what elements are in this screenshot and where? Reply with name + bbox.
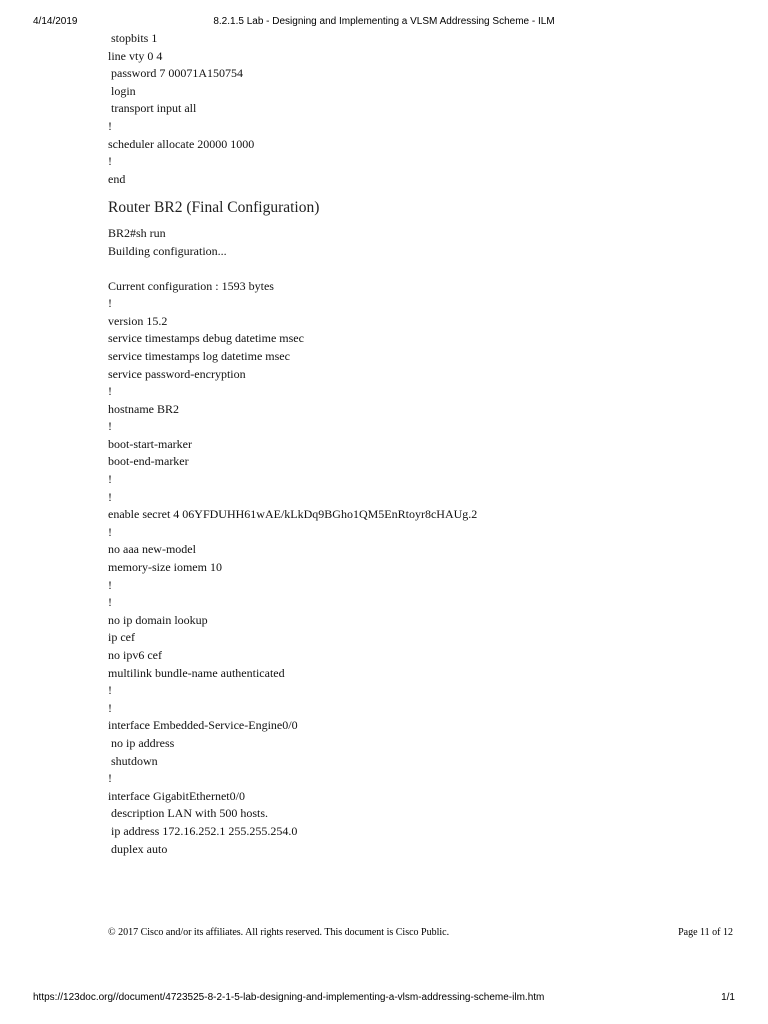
print-url: https://123doc.org//document/4723525-8-2-1-5-lab-designing-and-implementing-a-vlsm-addressing-scheme-ilm.htm — [33, 992, 545, 1003]
config-line: login — [108, 83, 136, 98]
config-line: version 15.2 — [108, 313, 168, 328]
config-line: no aaa new-model — [108, 542, 196, 557]
config-line: ! — [108, 419, 112, 434]
print-footer — [33, 992, 735, 1008]
config-line: ! — [108, 700, 112, 715]
config-line: scheduler allocate 20000 1000 — [108, 136, 255, 151]
config-line: Building configuration... — [108, 243, 227, 258]
config-line: enable secret 4 06YFDUHH61wAE/kLkDq9BGho1QM5EnRtoyr8cHAUg.2 — [108, 507, 478, 522]
config-line: ! — [108, 595, 112, 610]
config-line: ! — [108, 683, 112, 698]
document-body — [108, 30, 728, 858]
section-heading: Router BR2 (Final Configuration) — [108, 199, 320, 217]
print-date: 4/14/2019 — [33, 16, 78, 27]
config-line: line vty 0 4 — [108, 48, 163, 63]
config-line: ! — [108, 296, 112, 311]
config-line: ip address 172.16.252.1 255.255.254.0 — [108, 823, 298, 838]
config-line: interface GigabitEthernet0/0 — [108, 788, 245, 803]
config-line: ! — [108, 472, 112, 487]
config-line: password 7 00071A150754 — [108, 66, 243, 81]
config-line: ! — [108, 118, 112, 133]
document-page-number: Page 11 of 12 — [678, 927, 733, 938]
config-line: Current configuration : 1593 bytes — [108, 278, 274, 293]
print-page-number: 1/1 — [721, 992, 735, 1003]
config-line: description LAN with 500 hosts. — [108, 806, 268, 821]
copyright-notice: © 2017 Cisco and/or its affiliates. All rights reserved. This document is Cisco Public. — [108, 927, 450, 938]
config-main-block — [108, 278, 728, 859]
config-line: no ip address — [108, 735, 175, 750]
config-line: hostname BR2 — [108, 401, 179, 416]
config-line: ip cef — [108, 630, 135, 645]
config-line: interface Embedded-Service-Engine0/0 — [108, 718, 298, 733]
config-line: ! — [108, 577, 112, 592]
config-line: boot-start-marker — [108, 436, 192, 451]
document-footer — [108, 927, 733, 943]
config-line: end — [108, 171, 126, 186]
config-line: multilink bundle-name authenticated — [108, 665, 285, 680]
spacer — [108, 261, 728, 278]
config-top-block — [108, 30, 728, 188]
print-title: 8.2.1.5 Lab - Designing and Implementing a VLSM Addressing Scheme - ILM — [213, 16, 555, 27]
config-line: no ipv6 cef — [108, 648, 162, 662]
config-line: service timestamps log datetime msec — [108, 348, 290, 363]
config-line: ! — [108, 771, 112, 786]
config-line: ! — [108, 154, 112, 169]
config-intro-block — [108, 225, 728, 260]
config-line: boot-end-marker — [108, 454, 189, 469]
config-line: transport input all — [108, 101, 197, 116]
config-line: duplex auto — [108, 841, 168, 856]
config-line: ! — [108, 524, 112, 539]
config-line: ! — [108, 384, 112, 399]
config-line: shutdown — [108, 753, 158, 768]
config-line: no ip domain lookup — [108, 612, 208, 627]
config-line: memory-size iomem 10 — [108, 560, 222, 575]
config-line: stopbits 1 — [108, 31, 158, 45]
config-line: BR2#sh run — [108, 226, 166, 241]
config-line: ! — [108, 489, 112, 504]
config-line: service password-encryption — [108, 366, 246, 381]
config-line: service timestamps debug datetime msec — [108, 331, 304, 346]
